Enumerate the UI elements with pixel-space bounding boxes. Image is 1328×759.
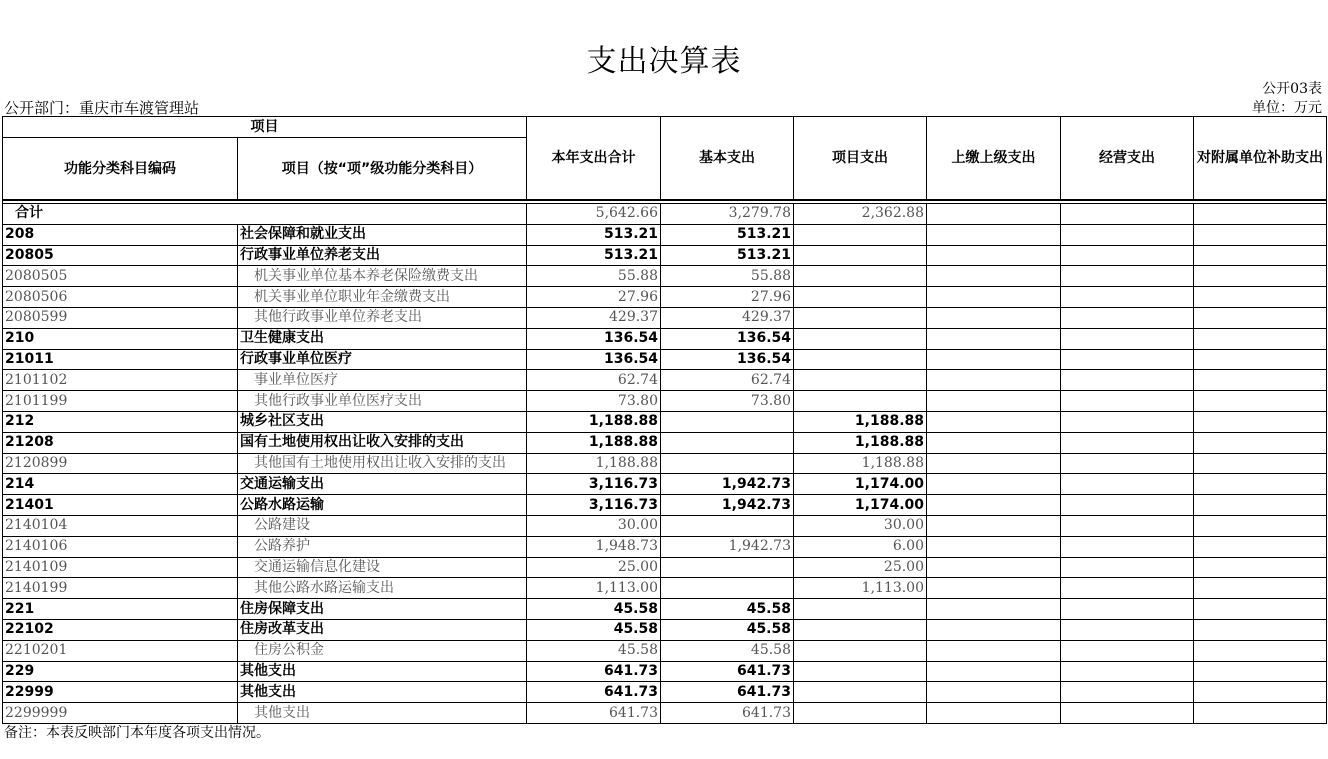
row-business bbox=[1061, 557, 1194, 578]
table-row bbox=[3, 578, 1327, 599]
department-label: 公开部门：重庆市车渡管理站 bbox=[4, 99, 200, 117]
row-total: 62.74 bbox=[527, 370, 661, 391]
row-code: 208 bbox=[3, 224, 238, 245]
row-project: 1,113.00 bbox=[794, 578, 927, 599]
row-upper bbox=[927, 349, 1061, 370]
row-total: 1,113.00 bbox=[527, 578, 661, 599]
row-name: 事业单位医疗 bbox=[238, 370, 527, 391]
row-code: 2140106 bbox=[3, 536, 238, 557]
row-total: 1,188.88 bbox=[527, 453, 661, 474]
table-row bbox=[3, 536, 1327, 557]
table-row bbox=[3, 432, 1327, 453]
table-row bbox=[3, 474, 1327, 495]
row-business bbox=[1061, 703, 1194, 724]
row-basic: 136.54 bbox=[661, 349, 794, 370]
row-subsidy bbox=[1194, 661, 1327, 682]
row-code: 21208 bbox=[3, 432, 238, 453]
table-row bbox=[3, 682, 1327, 703]
row-upper bbox=[927, 328, 1061, 349]
row-total: 429.37 bbox=[527, 307, 661, 328]
row-code: 21401 bbox=[3, 495, 238, 516]
row-project bbox=[794, 266, 927, 287]
row-upper bbox=[927, 640, 1061, 661]
row-name: 公路养护 bbox=[238, 536, 527, 557]
row-total: 3,116.73 bbox=[527, 474, 661, 495]
table-row bbox=[3, 453, 1327, 474]
row-name: 其他支出 bbox=[238, 682, 527, 703]
row-total: 641.73 bbox=[527, 682, 661, 703]
row-subsidy bbox=[1194, 287, 1327, 308]
total-business bbox=[1061, 204, 1194, 225]
table-row bbox=[3, 266, 1327, 287]
row-code: 2080599 bbox=[3, 307, 238, 328]
row-project bbox=[794, 307, 927, 328]
row-code: 2120899 bbox=[3, 453, 238, 474]
row-code: 2140199 bbox=[3, 578, 238, 599]
row-name: 公路水路运输 bbox=[238, 495, 527, 516]
row-project: 1,188.88 bbox=[794, 411, 927, 432]
row-project bbox=[794, 682, 927, 703]
row-project bbox=[794, 599, 927, 620]
row-subsidy bbox=[1194, 453, 1327, 474]
row-subsidy bbox=[1194, 557, 1327, 578]
row-project bbox=[794, 349, 927, 370]
expenditure-table bbox=[2, 116, 1327, 724]
row-business bbox=[1061, 411, 1194, 432]
row-total: 73.80 bbox=[527, 391, 661, 412]
row-basic bbox=[661, 432, 794, 453]
table-row bbox=[3, 619, 1327, 640]
header-name: 项目（按“项”级功能分类科目） bbox=[238, 138, 527, 201]
row-upper bbox=[927, 266, 1061, 287]
row-project bbox=[794, 287, 927, 308]
row-business bbox=[1061, 328, 1194, 349]
header-total: 本年支出合计 bbox=[527, 117, 661, 201]
row-business bbox=[1061, 453, 1194, 474]
row-code: 2080505 bbox=[3, 266, 238, 287]
row-subsidy bbox=[1194, 370, 1327, 391]
row-business bbox=[1061, 536, 1194, 557]
table-row bbox=[3, 599, 1327, 620]
row-code: 221 bbox=[3, 599, 238, 620]
row-business bbox=[1061, 266, 1194, 287]
total-upper bbox=[927, 204, 1061, 225]
row-upper bbox=[927, 411, 1061, 432]
table-row bbox=[3, 224, 1327, 245]
row-project bbox=[794, 703, 927, 724]
table-row bbox=[3, 411, 1327, 432]
row-upper bbox=[927, 495, 1061, 516]
row-business bbox=[1061, 515, 1194, 536]
row-basic: 513.21 bbox=[661, 224, 794, 245]
table-row bbox=[3, 349, 1327, 370]
table-row bbox=[3, 661, 1327, 682]
table-row bbox=[3, 557, 1327, 578]
row-total: 3,116.73 bbox=[527, 495, 661, 516]
row-name: 城乡社区支出 bbox=[238, 411, 527, 432]
row-upper bbox=[927, 432, 1061, 453]
row-name: 公路建设 bbox=[238, 515, 527, 536]
row-total: 136.54 bbox=[527, 328, 661, 349]
row-subsidy bbox=[1194, 266, 1327, 287]
table-row bbox=[3, 495, 1327, 516]
row-total: 1,188.88 bbox=[527, 411, 661, 432]
row-upper bbox=[927, 661, 1061, 682]
row-upper bbox=[927, 515, 1061, 536]
row-basic bbox=[661, 515, 794, 536]
row-total: 25.00 bbox=[527, 557, 661, 578]
row-code: 210 bbox=[3, 328, 238, 349]
row-name: 其他公路水路运输支出 bbox=[238, 578, 527, 599]
row-upper bbox=[927, 370, 1061, 391]
row-project: 6.00 bbox=[794, 536, 927, 557]
row-business bbox=[1061, 578, 1194, 599]
row-code: 2299999 bbox=[3, 703, 238, 724]
row-business bbox=[1061, 349, 1194, 370]
row-business bbox=[1061, 682, 1194, 703]
row-name: 卫生健康支出 bbox=[238, 328, 527, 349]
total-amount: 5,642.66 bbox=[527, 204, 661, 225]
total-project: 2,362.88 bbox=[794, 204, 927, 225]
row-upper bbox=[927, 453, 1061, 474]
row-project bbox=[794, 619, 927, 640]
row-project: 1,174.00 bbox=[794, 495, 927, 516]
header-basic: 基本支出 bbox=[661, 117, 794, 201]
row-upper bbox=[927, 474, 1061, 495]
row-code: 214 bbox=[3, 474, 238, 495]
row-upper bbox=[927, 599, 1061, 620]
row-upper bbox=[927, 224, 1061, 245]
row-project bbox=[794, 224, 927, 245]
row-subsidy bbox=[1194, 391, 1327, 412]
row-name: 其他行政事业单位医疗支出 bbox=[238, 391, 527, 412]
total-label: 合计 bbox=[3, 204, 527, 225]
row-upper bbox=[927, 307, 1061, 328]
row-business bbox=[1061, 495, 1194, 516]
row-project bbox=[794, 328, 927, 349]
row-subsidy bbox=[1194, 224, 1327, 245]
row-code: 2101102 bbox=[3, 370, 238, 391]
row-code: 229 bbox=[3, 661, 238, 682]
row-business bbox=[1061, 391, 1194, 412]
row-business bbox=[1061, 370, 1194, 391]
row-total: 136.54 bbox=[527, 349, 661, 370]
row-name: 机关事业单位职业年金缴费支出 bbox=[238, 287, 527, 308]
row-total: 513.21 bbox=[527, 224, 661, 245]
row-upper bbox=[927, 578, 1061, 599]
row-basic: 1,942.73 bbox=[661, 495, 794, 516]
row-total: 45.58 bbox=[527, 619, 661, 640]
row-code: 20805 bbox=[3, 245, 238, 266]
row-upper bbox=[927, 557, 1061, 578]
row-total: 30.00 bbox=[527, 515, 661, 536]
row-business bbox=[1061, 619, 1194, 640]
header-project-expenditure: 项目支出 bbox=[794, 117, 927, 201]
row-basic bbox=[661, 578, 794, 599]
row-project: 25.00 bbox=[794, 557, 927, 578]
table-row bbox=[3, 370, 1327, 391]
row-code: 21011 bbox=[3, 349, 238, 370]
header-project: 项目 bbox=[3, 117, 527, 138]
row-name: 行政事业单位医疗 bbox=[238, 349, 527, 370]
row-basic: 1,942.73 bbox=[661, 536, 794, 557]
row-subsidy bbox=[1194, 599, 1327, 620]
row-project: 1,188.88 bbox=[794, 453, 927, 474]
row-subsidy bbox=[1194, 349, 1327, 370]
row-project bbox=[794, 661, 927, 682]
row-total: 27.96 bbox=[527, 287, 661, 308]
row-subsidy bbox=[1194, 640, 1327, 661]
table-row bbox=[3, 245, 1327, 266]
row-basic: 45.58 bbox=[661, 619, 794, 640]
row-business bbox=[1061, 661, 1194, 682]
row-business bbox=[1061, 245, 1194, 266]
row-total: 1,188.88 bbox=[527, 432, 661, 453]
row-code: 2140104 bbox=[3, 515, 238, 536]
row-basic: 1,942.73 bbox=[661, 474, 794, 495]
row-code: 2210201 bbox=[3, 640, 238, 661]
row-subsidy bbox=[1194, 307, 1327, 328]
row-name: 社会保障和就业支出 bbox=[238, 224, 527, 245]
row-name: 其他行政事业单位养老支出 bbox=[238, 307, 527, 328]
row-total: 1,948.73 bbox=[527, 536, 661, 557]
row-business bbox=[1061, 432, 1194, 453]
row-project bbox=[794, 370, 927, 391]
table-row bbox=[3, 515, 1327, 536]
row-upper bbox=[927, 245, 1061, 266]
page-title: 支出决算表 bbox=[586, 44, 742, 79]
table-row bbox=[3, 640, 1327, 661]
row-total: 45.58 bbox=[527, 640, 661, 661]
row-name: 住房公积金 bbox=[238, 640, 527, 661]
table-row bbox=[3, 391, 1327, 412]
row-basic: 513.21 bbox=[661, 245, 794, 266]
row-upper bbox=[927, 536, 1061, 557]
row-subsidy bbox=[1194, 432, 1327, 453]
row-project: 1,174.00 bbox=[794, 474, 927, 495]
footnote: 备注：本表反映部门本年度各项支出情况。 bbox=[4, 725, 270, 741]
row-name: 其他国有土地使用权出让收入安排的支出 bbox=[238, 453, 527, 474]
row-upper bbox=[927, 287, 1061, 308]
unit-label: 单位：万元 bbox=[1252, 100, 1322, 116]
row-subsidy bbox=[1194, 495, 1327, 516]
row-project: 1,188.88 bbox=[794, 432, 927, 453]
row-business bbox=[1061, 474, 1194, 495]
row-code: 2101199 bbox=[3, 391, 238, 412]
row-name: 交通运输信息化建设 bbox=[238, 557, 527, 578]
row-basic bbox=[661, 453, 794, 474]
row-basic: 73.80 bbox=[661, 391, 794, 412]
row-subsidy bbox=[1194, 411, 1327, 432]
total-basic: 3,279.78 bbox=[661, 204, 794, 225]
row-business bbox=[1061, 599, 1194, 620]
row-subsidy bbox=[1194, 682, 1327, 703]
row-total: 641.73 bbox=[527, 703, 661, 724]
row-subsidy bbox=[1194, 536, 1327, 557]
header-business: 经营支出 bbox=[1061, 117, 1194, 201]
total-row bbox=[3, 204, 1327, 225]
row-subsidy bbox=[1194, 515, 1327, 536]
row-business bbox=[1061, 287, 1194, 308]
table-row bbox=[3, 287, 1327, 308]
row-name: 住房改革支出 bbox=[238, 619, 527, 640]
row-code: 2140109 bbox=[3, 557, 238, 578]
header-upper: 上缴上级支出 bbox=[927, 117, 1061, 201]
table-row bbox=[3, 328, 1327, 349]
row-subsidy bbox=[1194, 619, 1327, 640]
row-name: 行政事业单位养老支出 bbox=[238, 245, 527, 266]
row-basic: 62.74 bbox=[661, 370, 794, 391]
row-project bbox=[794, 640, 927, 661]
row-basic bbox=[661, 557, 794, 578]
row-basic: 429.37 bbox=[661, 307, 794, 328]
row-code: 212 bbox=[3, 411, 238, 432]
header-code: 功能分类科目编码 bbox=[3, 138, 238, 201]
row-basic: 641.73 bbox=[661, 682, 794, 703]
row-basic: 641.73 bbox=[661, 703, 794, 724]
row-name: 其他支出 bbox=[238, 703, 527, 724]
row-name: 交通运输支出 bbox=[238, 474, 527, 495]
row-name: 其他支出 bbox=[238, 661, 527, 682]
row-total: 45.58 bbox=[527, 599, 661, 620]
row-upper bbox=[927, 703, 1061, 724]
header-subsidy: 对附属单位补助支出 bbox=[1194, 117, 1327, 201]
row-project bbox=[794, 245, 927, 266]
row-code: 2080506 bbox=[3, 287, 238, 308]
row-name: 住房保障支出 bbox=[238, 599, 527, 620]
total-subsidy bbox=[1194, 204, 1327, 225]
row-basic: 27.96 bbox=[661, 287, 794, 308]
table-row bbox=[3, 307, 1327, 328]
form-id: 公开03表 bbox=[1262, 81, 1322, 97]
row-code: 22999 bbox=[3, 682, 238, 703]
row-subsidy bbox=[1194, 245, 1327, 266]
row-basic: 55.88 bbox=[661, 266, 794, 287]
row-basic: 45.58 bbox=[661, 640, 794, 661]
row-project: 30.00 bbox=[794, 515, 927, 536]
row-subsidy bbox=[1194, 474, 1327, 495]
row-project bbox=[794, 391, 927, 412]
row-basic bbox=[661, 411, 794, 432]
row-business bbox=[1061, 307, 1194, 328]
row-upper bbox=[927, 391, 1061, 412]
row-total: 55.88 bbox=[527, 266, 661, 287]
row-basic: 641.73 bbox=[661, 661, 794, 682]
row-basic: 45.58 bbox=[661, 599, 794, 620]
row-upper bbox=[927, 682, 1061, 703]
row-basic: 136.54 bbox=[661, 328, 794, 349]
row-total: 641.73 bbox=[527, 661, 661, 682]
row-business bbox=[1061, 640, 1194, 661]
row-subsidy bbox=[1194, 578, 1327, 599]
row-name: 机关事业单位基本养老保险缴费支出 bbox=[238, 266, 527, 287]
row-total: 513.21 bbox=[527, 245, 661, 266]
table-row bbox=[3, 703, 1327, 724]
row-upper bbox=[927, 619, 1061, 640]
row-business bbox=[1061, 224, 1194, 245]
row-subsidy bbox=[1194, 703, 1327, 724]
row-subsidy bbox=[1194, 328, 1327, 349]
row-code: 22102 bbox=[3, 619, 238, 640]
row-name: 国有土地使用权出让收入安排的支出 bbox=[238, 432, 527, 453]
